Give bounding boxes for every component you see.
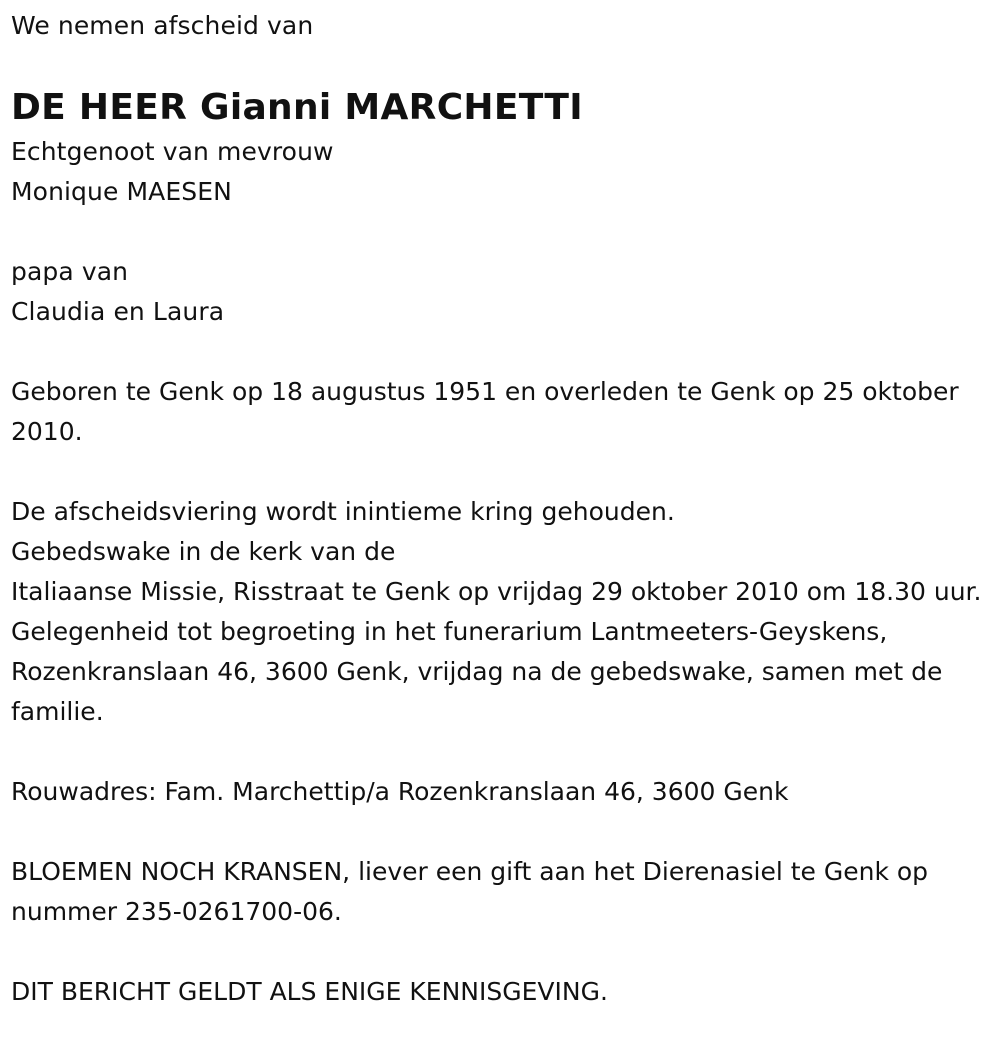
spouse-label: Echtgenoot van mevrouw	[11, 137, 334, 166]
spacer	[11, 812, 990, 852]
spacer	[11, 452, 990, 492]
mourning-address: Rouwadres: Fam. Marchettip/a Rozenkranslaan 46, 3600 Genk	[11, 777, 789, 806]
spacer	[11, 732, 990, 772]
children-names: Claudia en Laura	[11, 297, 225, 326]
flowers-donation-text: BLOEMEN NOCH KRANSEN, liever een gift aan het Dierenasiel te Genk op nummer 235-0261700-06.	[11, 857, 929, 926]
spacer	[11, 932, 990, 972]
spacer	[11, 332, 990, 372]
condolence-text: Gelegenheid tot begroeting in het funerarium Lantmeeters-Geyskens, Rozenkranslaan 46, 3600 Genk, vrijdag na de gebedswake, samen met de familie.	[11, 617, 943, 726]
prayer-vigil-text: Gebedswake in de kerk van de	[11, 537, 396, 566]
spacer	[11, 212, 990, 252]
ceremony-text: De afscheidsviering wordt inintieme kring gehouden.	[11, 497, 675, 526]
intro-text: We nemen afscheid van	[11, 11, 314, 40]
children-label: papa van	[11, 257, 129, 286]
notice-text: DIT BERICHT GELDT ALS ENIGE KENNISGEVING.	[11, 977, 608, 1006]
spouse-name: Monique MAESEN	[11, 177, 232, 206]
birth-death-text: Geboren te Genk op 18 augustus 1951 en overleden te Genk op 25 oktober 2010.	[11, 377, 959, 446]
deceased-name: DE HEER Gianni MARCHETTI	[11, 87, 583, 128]
prayer-vigil-location: Italiaanse Missie, Risstraat te Genk op vrijdag 29 oktober 2010 om 18.30 uur.	[11, 577, 982, 606]
